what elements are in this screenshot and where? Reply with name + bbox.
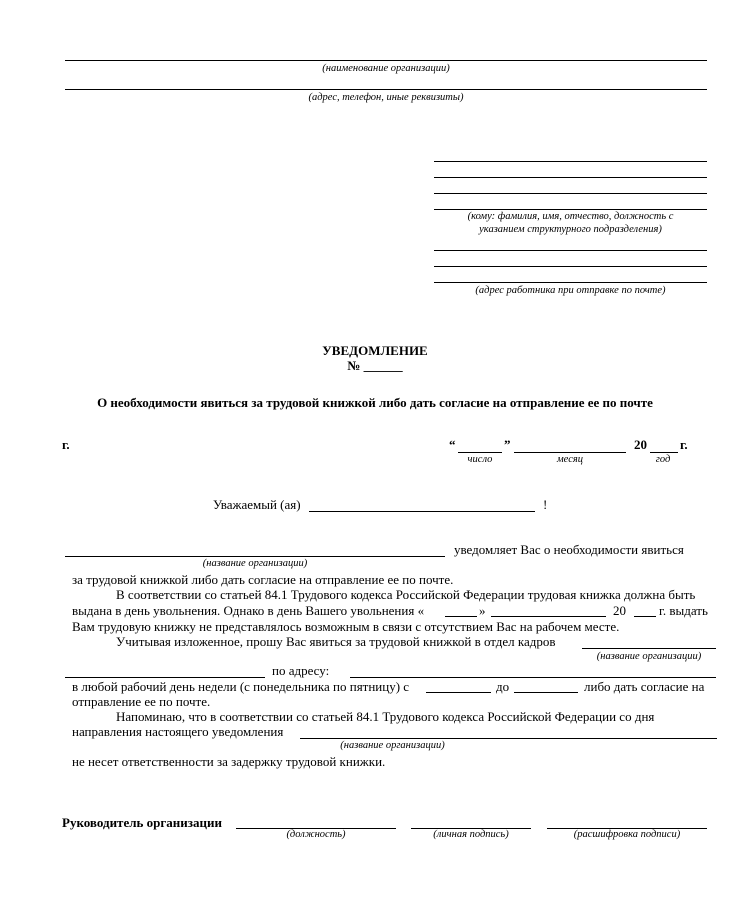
recipient-caption-2: указанием структурного подразделения) bbox=[479, 224, 662, 235]
salutation-suffix: ! bbox=[543, 497, 548, 512]
notify-org-line[interactable] bbox=[65, 556, 445, 557]
para2-line-1: Учитывая изложенное, прошу Вас явиться за трудовой книжкой в отдел кадров bbox=[116, 634, 556, 649]
date-year-caption: год bbox=[655, 454, 671, 465]
para3-line-2: направления настоящего уведомления bbox=[72, 724, 284, 739]
para2-line-3b: до bbox=[496, 679, 510, 694]
org-address-line[interactable] bbox=[65, 89, 707, 90]
date-year-suffix: г. bbox=[680, 437, 688, 452]
dismissal-year-line[interactable] bbox=[634, 616, 656, 617]
hr-address-line[interactable] bbox=[350, 677, 716, 678]
date-month-line[interactable] bbox=[514, 452, 626, 453]
dismissal-month-line[interactable] bbox=[491, 616, 606, 617]
document-heading: УВЕДОМЛЕНИЕ bbox=[322, 343, 428, 358]
recipient-line-4[interactable] bbox=[434, 209, 707, 210]
recipient-address-line-1[interactable] bbox=[434, 250, 707, 251]
city-suffix: г. bbox=[62, 437, 70, 452]
notify-text: уведомляет Вас о необходимости явиться bbox=[454, 542, 684, 557]
body-line-2: за трудовой книжкой либо дать согласие на отправление ее по почте. bbox=[72, 572, 454, 587]
time-from-line[interactable] bbox=[426, 692, 491, 693]
para3-org-caption: (название организации) bbox=[340, 740, 445, 751]
document-number: № ______ bbox=[347, 358, 403, 373]
signature-decode-caption: (расшифровка подписи) bbox=[573, 829, 681, 840]
hr-dept-line[interactable] bbox=[582, 648, 716, 649]
recipient-address-caption: (адрес работника при отправке по почте) bbox=[475, 285, 666, 296]
hr-dept-caption: (название организации) bbox=[596, 651, 702, 662]
date-day-line[interactable] bbox=[458, 452, 502, 453]
para1-line-3: Вам трудовую книжку не представлялось возможным в связи с отсутствием Вас на рабочем месте. bbox=[72, 619, 620, 634]
para2-line-3c: либо дать согласие на bbox=[584, 679, 705, 694]
para2-line-3a: в любой рабочий день недели (с понедельника по пятницу) с bbox=[72, 679, 410, 694]
org-name-line[interactable] bbox=[65, 60, 707, 61]
date-close-quote: ” bbox=[504, 437, 511, 452]
org-address-caption: (адрес, телефон, иные реквизиты) bbox=[308, 92, 464, 103]
para1-line-2b: » bbox=[479, 603, 486, 618]
para1-line-2c: 20 bbox=[613, 603, 626, 618]
para3-line-1: Напоминаю, что в соответствии со статьей 84.1 Трудового кодекса Российской Федерации со дня bbox=[116, 709, 655, 724]
signature-sign-caption: (личная подпись) bbox=[433, 829, 509, 840]
salutation-prefix: Уважаемый (ая) bbox=[213, 497, 301, 512]
recipient-address-line-2[interactable] bbox=[434, 266, 707, 267]
notify-org-caption: (название организации) bbox=[202, 558, 308, 569]
recipient-line-3[interactable] bbox=[434, 193, 707, 194]
para1-line-1: В соответствии со статьей 84.1 Трудового кодекса Российской Федерации трудовая книжка должна быть bbox=[116, 587, 696, 602]
dismissal-day-line[interactable] bbox=[445, 616, 477, 617]
signature-label: Руководитель организации bbox=[62, 815, 222, 830]
para2-address-label: по адресу: bbox=[272, 663, 330, 678]
date-open-quote: “ bbox=[449, 437, 456, 452]
document-subject: О необходимости явиться за трудовой книжкой либо дать согласие на отправление ее по почте bbox=[97, 395, 653, 410]
recipient-caption-1: (кому: фамилия, имя, отчество, должность с bbox=[467, 211, 674, 222]
signature-position-caption: (должность) bbox=[286, 829, 346, 840]
recipient-address-line-3[interactable] bbox=[434, 282, 707, 283]
para2-line-4: отправление ее по почте. bbox=[72, 694, 211, 709]
recipient-line-2[interactable] bbox=[434, 177, 707, 178]
para3-line-3: не несет ответственности за задержку трудовой книжки. bbox=[72, 754, 386, 769]
date-year-line[interactable] bbox=[650, 452, 678, 453]
org-name-caption: (наименование организации) bbox=[322, 63, 450, 74]
time-to-line[interactable] bbox=[514, 692, 578, 693]
para1-line-2a: выдана в день увольнения. Однако в день Вашего увольнения « bbox=[72, 603, 425, 618]
salutation-name-line[interactable] bbox=[309, 511, 535, 512]
date-day-caption: число bbox=[467, 454, 493, 465]
hr-org-line[interactable] bbox=[65, 677, 265, 678]
para1-line-2d: г. выдать bbox=[659, 603, 708, 618]
date-month-caption: месяц bbox=[556, 454, 583, 465]
recipient-line-1[interactable] bbox=[434, 161, 707, 162]
para3-org-line[interactable] bbox=[300, 738, 717, 739]
date-year-prefix: 20 bbox=[634, 437, 647, 452]
